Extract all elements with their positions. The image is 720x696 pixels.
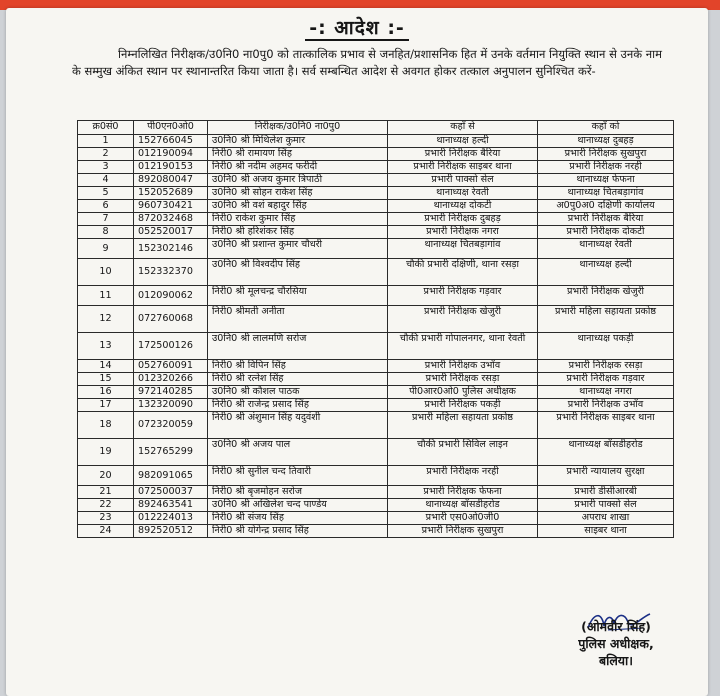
officer-cell: निरी0 श्री योगेन्द्र प्रसाद सिंह [208,525,388,538]
serial-cell: 4 [78,174,134,187]
to-cell: प्रभारी पाक्सो सेल [538,499,674,512]
officer-cell: उ0नि0 श्री अजय पाल [208,439,388,466]
from-cell: प्रभारी पाक्सो सेल [388,174,538,187]
from-cell: प्रभारी निरीक्षक फेफना [388,486,538,499]
table-row [78,486,674,499]
officer-cell: निरी0 श्री विपिन सिंह [208,360,388,373]
officer-cell: उ0नि0 श्री अजय कुमार त्रिपाठी [208,174,388,187]
table-row [78,135,674,148]
table-row [78,360,674,373]
serial-cell: 9 [78,239,134,259]
to-cell: प्रभारी निरीक्षक रसड़ा [538,360,674,373]
pno-cell: 052760091 [134,360,208,373]
table-row [78,148,674,161]
to-cell: प्रभारी निरीक्षक सुखपुरा [538,148,674,161]
officer-cell: निरी0 श्री नदीम अहमद फरीदी [208,161,388,174]
table-row [78,161,674,174]
from-cell: थानाध्यक्ष दोकटी [388,200,538,213]
pno-cell: 132320090 [134,399,208,412]
serial-cell: 24 [78,525,134,538]
to-cell: प्रभारी निरीक्षक नरही [538,161,674,174]
to-cell: प्रभारी न्यायालय सुरक्षा [538,466,674,486]
from-cell: प्रभारी निरीक्षक रसड़ा [388,373,538,386]
pno-cell: 152332370 [134,259,208,286]
to-cell: थानाध्यक्ष रेवती [538,239,674,259]
table-row [78,512,674,525]
pno-cell: 012224013 [134,512,208,525]
officer-cell: उ0नि0 श्री लालमणि सरोज [208,333,388,360]
from-cell: चौकी प्रभारी सिविल लाइन [388,439,538,466]
officer-cell: निरी0 श्री बृजमोहन सरोज [208,486,388,499]
table-row [78,466,674,486]
table-row [78,226,674,239]
table-row [78,525,674,538]
header-to: कहाँ को [538,121,674,135]
officer-cell: निरी0 श्री रामायण सिंह [208,148,388,161]
to-cell: थानाध्यक्ष हल्दी [538,259,674,286]
serial-cell: 6 [78,200,134,213]
to-cell: थानाध्यक्ष फेफना [538,174,674,187]
table-row [78,174,674,187]
serial-cell: 21 [78,486,134,499]
officer-cell: निरी0 राकेश कुमार सिंह [208,213,388,226]
from-cell: प्रभारी निरीक्षक पकड़ी [388,399,538,412]
serial-cell: 11 [78,286,134,306]
officer-cell: निरी0 श्री राजेन्द्र प्रसाद सिंह [208,399,388,412]
to-cell: प्रभारी निरीक्षक दोकटी [538,226,674,239]
pno-cell: 972140285 [134,386,208,399]
table-row [78,239,674,259]
to-cell: थानाध्यक्ष चितबड़ागांव [538,187,674,200]
pno-cell: 172500126 [134,333,208,360]
to-cell: प्रभारी डीसीआरबी [538,486,674,499]
officer-cell: निरी0 श्री अंशुमान सिंह यदुवंशी [208,412,388,439]
to-cell: थानाध्यक्ष पकड़ी [538,333,674,360]
from-cell: चौकी प्रभारी गोपालनगर, थाना रेवती [388,333,538,360]
pno-cell: 892463541 [134,499,208,512]
pno-cell: 012190094 [134,148,208,161]
table-row [78,399,674,412]
from-cell: प्रभारी निरीक्षक उभॉव [388,360,538,373]
pno-cell: 052520017 [134,226,208,239]
from-cell: थानाध्यक्ष चितबड़ागांव [388,239,538,259]
from-cell: प्रभारी एस0ओ0जी0 [388,512,538,525]
to-cell: अपराध शाखा [538,512,674,525]
pno-cell: 012320266 [134,373,208,386]
serial-cell: 12 [78,306,134,333]
signatory-name: (ओमवीर सिंह) [581,619,651,634]
officer-cell: उ0नि0 श्री मिथिलेश कुमार [208,135,388,148]
officer-cell: उ0नि0 श्री अखिलेश चन्द पाण्डेय [208,499,388,512]
table-row [78,200,674,213]
to-cell: थानाध्यक्ष दुबहड़ [538,135,674,148]
order-document [6,8,708,696]
serial-cell: 15 [78,373,134,386]
table-row [78,306,674,333]
pno-cell: 960730421 [134,200,208,213]
serial-cell: 22 [78,499,134,512]
serial-cell: 1 [78,135,134,148]
from-cell: चौकी प्रभारी दक्षिणी, थाना रसड़ा [388,259,538,286]
to-cell: प्रभारी निरीक्षक खेजुरी [538,286,674,306]
officer-cell: उ0नि0 श्री कौशल पाठक [208,386,388,399]
table-row [78,286,674,306]
table-row [78,499,674,512]
pno-cell: 072500037 [134,486,208,499]
pno-cell: 012090062 [134,286,208,306]
transfer-table [77,120,674,538]
table-row [78,373,674,386]
pno-cell: 152765299 [134,439,208,466]
from-cell: प्रभारी महिला सहायता प्रकोष्ठ [388,412,538,439]
officer-cell: उ0नि0 श्री प्रशान्त कुमार चौधरी [208,239,388,259]
to-cell: प्रभारी निरीक्षक गड़वार [538,373,674,386]
serial-cell: 14 [78,360,134,373]
serial-cell: 8 [78,226,134,239]
pno-cell: 152052689 [134,187,208,200]
from-cell: प्रभारी निरीक्षक दुबहड़ [388,213,538,226]
pno-cell: 152766045 [134,135,208,148]
table-header-row [78,121,674,135]
pno-cell: 892520512 [134,525,208,538]
signature-block [546,618,686,669]
order-intro-paragraph: निम्नलिखित निरीक्षक/उ0नि0 ना0पु0 को तात्कालिक प्रभाव से जनहित/प्रशासनिक हित में उनके वर्तमान नियुक्ति स्थान से उनके नाम के सम्मुख अंकित स्थान पर स्थानान्तरित किया जाता है। सर्व सम्बन्धित आदेश से अवगत होकर तत्काल अनुपालन सुनिश्चित करें- [72,47,662,78]
table-row [78,386,674,399]
serial-cell: 20 [78,466,134,486]
pno-cell: 012190153 [134,161,208,174]
document-title: -: आदेश :- [6,14,708,40]
to-cell: प्रभारी निरीक्षक उभॉव [538,399,674,412]
officer-cell: निरी0 श्री रत्नेश सिंह [208,373,388,386]
from-cell: पी0आर0ओ0 पुलिस अधीक्षक [388,386,538,399]
serial-cell: 18 [78,412,134,439]
from-cell: थानाध्यक्ष बॉसडीहरोड [388,499,538,512]
from-cell: प्रभारी निरीक्षक खेजुरी [388,306,538,333]
from-cell: थानाध्यक्ष रेवती [388,187,538,200]
to-cell: थानाध्यक्ष बॉसडीहरोड [538,439,674,466]
serial-cell: 16 [78,386,134,399]
to-cell: प्रभारी निरीक्षक साइबर थाना [538,412,674,439]
from-cell: प्रभारी निरीक्षक नगरा [388,226,538,239]
from-cell: प्रभारी निरीक्षक नरही [388,466,538,486]
pno-cell: 872032468 [134,213,208,226]
table-row [78,333,674,360]
pno-cell: 982091065 [134,466,208,486]
serial-cell: 7 [78,213,134,226]
from-cell: थानाध्यक्ष हल्दी [388,135,538,148]
serial-cell: 23 [78,512,134,525]
header-from: कहाँ से [388,121,538,135]
officer-cell: निरी0 श्रीमती अनीता [208,306,388,333]
to-cell: प्रभारी महिला सहायता प्रकोष्ठ [538,306,674,333]
serial-cell: 2 [78,148,134,161]
to-cell: साइबर थाना [538,525,674,538]
table-row [78,213,674,226]
from-cell: प्रभारी निरीक्षक सुखपुरा [388,525,538,538]
officer-cell: उ0नि0 श्री विश्वदीप सिंह [208,259,388,286]
signatory-place: बलिया। [598,653,634,668]
to-cell: प्रभारी निरीक्षक बैरिया [538,213,674,226]
header-pno: पी0एन0ओ0 [134,121,208,135]
from-cell: प्रभारी निरीक्षक साइबर थाना [388,161,538,174]
pno-cell: 892080047 [134,174,208,187]
signatory-designation: पुलिस अधीक्षक, [578,636,654,651]
pno-cell: 072760068 [134,306,208,333]
from-cell: प्रभारी निरीक्षक बैरिया [388,148,538,161]
table-row [78,187,674,200]
pno-cell: 072320059 [134,412,208,439]
header-officer: निरीक्षक/उ0नि0 ना0पु0 [208,121,388,135]
officer-cell: निरी0 श्री मूलचन्द्र चौरसिया [208,286,388,306]
serial-cell: 17 [78,399,134,412]
serial-cell: 13 [78,333,134,360]
table-row [78,259,674,286]
officer-cell: निरी0 श्री सुनील चन्द तिवारी [208,466,388,486]
header-serial: क्र0सं0 [78,121,134,135]
table-row [78,412,674,439]
officer-cell: उ0नि0 श्री सोहन राकेश सिंह [208,187,388,200]
officer-cell: निरी0 श्री संजय सिंह [208,512,388,525]
officer-cell: निरी0 श्री हरिशंकर सिंह [208,226,388,239]
officer-cell: उ0नि0 श्री वशं बहादुर सिंह [208,200,388,213]
serial-cell: 5 [78,187,134,200]
serial-cell: 10 [78,259,134,286]
to-cell: थानाध्यक्ष नगरा [538,386,674,399]
table-row [78,439,674,466]
serial-cell: 3 [78,161,134,174]
pno-cell: 152302146 [134,239,208,259]
to-cell: अ0पु0अ0 दक्षिणी कार्यालय [538,200,674,213]
serial-cell: 19 [78,439,134,466]
from-cell: प्रभारी निरीक्षक गड़वार [388,286,538,306]
